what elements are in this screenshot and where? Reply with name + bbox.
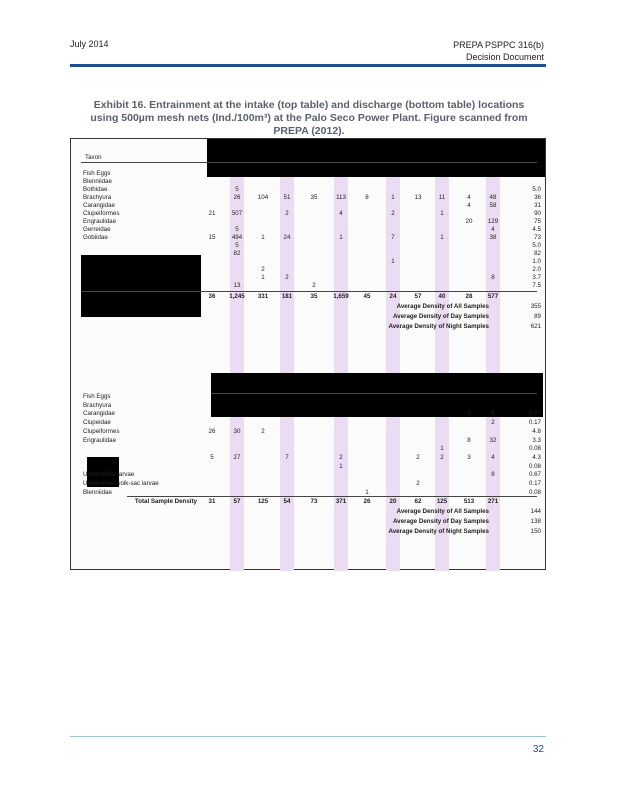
summary-label: Average Density of Day Samples — [392, 313, 489, 320]
column-total: 181 — [281, 293, 293, 300]
column-total: 73 — [310, 498, 318, 505]
row-average: 82 — [534, 250, 541, 257]
table-header-rule — [81, 162, 537, 163]
table-cell: 7 — [391, 234, 395, 241]
table-cell: 35 — [310, 194, 318, 201]
table-cell: 20 — [465, 218, 473, 225]
table-cell: 32 — [489, 437, 497, 444]
column-total: 54 — [283, 498, 291, 505]
column-total: 125 — [257, 498, 269, 505]
column-total: 45 — [363, 293, 371, 300]
row-average: 4.5 — [532, 226, 541, 233]
table-cell: 1 — [391, 258, 395, 265]
table-cell: 6 — [491, 410, 495, 417]
table-cell: 2 — [261, 266, 265, 273]
table-cell: 1 — [261, 234, 265, 241]
header-doc-title — [453, 39, 544, 63]
page-number: 32 — [532, 744, 544, 755]
row-average: 0.08 — [528, 445, 541, 452]
row-taxon: Engraulidae — [83, 218, 117, 225]
table-cell: 5 — [210, 454, 214, 461]
column-total: 62 — [414, 498, 422, 505]
summary-label: Average Density of Night Samples — [388, 323, 489, 330]
column-total: 1,245 — [229, 293, 245, 300]
row-average: 5.0 — [532, 242, 541, 249]
table-cell: 4 — [339, 210, 343, 217]
table-cell: 7 — [285, 454, 289, 461]
row-average: 36 — [534, 194, 541, 201]
table-cell: 2 — [440, 454, 444, 461]
table-header-rule — [211, 393, 537, 394]
column-total: 513 — [463, 498, 475, 505]
table-cell: 24 — [283, 234, 291, 241]
table-cell: 58 — [489, 202, 497, 209]
table-cell: 1 — [440, 445, 444, 452]
summary-value: 355 — [530, 303, 541, 310]
redaction-block — [81, 255, 201, 317]
row-taxon: Blenniidae — [83, 178, 112, 185]
summary-value: 89 — [534, 313, 541, 320]
table-cell: 11 — [438, 194, 446, 201]
table-cell: 4 — [491, 454, 495, 461]
column-total: 24 — [389, 293, 397, 300]
header-rule — [70, 64, 546, 67]
row-taxon: Gobiidae — [83, 234, 108, 241]
totals-label: Total Sample Density — [134, 498, 197, 505]
summary-label: Average Density of Night Samples — [388, 528, 489, 535]
totals-rule — [81, 291, 537, 292]
row-taxon: Carangidae — [83, 202, 115, 209]
table-cell: 38 — [489, 234, 497, 241]
summary-value: 138 — [530, 518, 541, 525]
row-taxon: Clupeiformes — [83, 210, 120, 217]
table-cell: 48 — [489, 194, 497, 201]
row-average: 3.7 — [532, 274, 541, 281]
table-cell: 21 — [208, 210, 216, 217]
row-taxon: Gerreidae — [83, 226, 111, 233]
table-cell: 2 — [261, 428, 265, 435]
table-cell: 2 — [416, 480, 420, 487]
column-total: 31 — [208, 498, 216, 505]
table-cell: 2 — [285, 210, 289, 217]
table-cell: 8 — [467, 437, 471, 444]
table-cell: 507 — [231, 210, 243, 217]
row-average: 73 — [534, 234, 541, 241]
row-average: 0.08 — [528, 489, 541, 496]
header-date: July 2014 — [70, 39, 109, 49]
exhibit-title: Exhibit 16. Entrainment at the intake (top table) and discharge (bottom table) locations using 500µm mesh nets (Ind./100m³) at the Palo Seco Power Plant. Figure scanned from PREPA (2012). — [90, 99, 528, 137]
table-cell: 4 — [467, 202, 471, 209]
table-cell: 2 — [312, 282, 316, 289]
column-total: 271 — [487, 498, 499, 505]
redaction-block — [207, 139, 545, 177]
table-cell: 13 — [414, 194, 422, 201]
table-cell: 2 — [285, 274, 289, 281]
table-cell: 15 — [208, 234, 216, 241]
table-cell: 1 — [365, 489, 369, 496]
table-cell: 82 — [233, 250, 241, 257]
column-shading — [435, 139, 449, 571]
summary-label: Average Density of Day Samples — [392, 518, 489, 525]
column-shading — [334, 139, 348, 571]
table-cell: 8 — [365, 194, 369, 201]
row-average: 0.08 — [528, 463, 541, 470]
column-total: 125 — [436, 498, 448, 505]
table-cell: 113 — [336, 194, 346, 201]
column-total: 371 — [335, 498, 347, 505]
table-cell: 8 — [491, 274, 495, 281]
summary-label: Average Density of All Samples — [396, 508, 489, 515]
footer-rule — [70, 736, 546, 737]
table-cell: 4 — [491, 226, 495, 233]
column-total: 1,659 — [333, 293, 349, 300]
table-cell: 2 — [467, 410, 471, 417]
row-average: 75 — [534, 218, 541, 225]
row-average: 0.67 — [528, 410, 541, 417]
table-cell: 4 — [467, 194, 471, 201]
column-total: 26 — [363, 498, 371, 505]
column-shading — [386, 139, 400, 571]
table-cell: 51 — [283, 194, 291, 201]
table-cell: 1 — [440, 234, 444, 241]
column-total: 28 — [465, 293, 473, 300]
column-total: 20 — [389, 498, 397, 505]
row-average: 7.5 — [532, 282, 541, 289]
table-cell: 27 — [233, 454, 241, 461]
summary-value: 144 — [530, 508, 541, 515]
row-average: 5.0 — [532, 186, 541, 193]
table-cell: 3 — [467, 454, 471, 461]
row-average: 90 — [534, 210, 541, 217]
taxon-header: Taxon — [85, 154, 102, 161]
column-total: 577 — [487, 293, 499, 300]
row-average: 0.67 — [528, 471, 541, 478]
table-cell: 5 — [235, 242, 239, 249]
table-cell: 26 — [208, 428, 216, 435]
scanned-figure — [70, 138, 546, 570]
table-cell: 8 — [491, 471, 495, 478]
row-taxon: Bothidae — [83, 186, 108, 193]
table-cell: 2 — [339, 454, 343, 461]
row-average: 4.8 — [532, 428, 541, 435]
table-cell: 1 — [391, 194, 395, 201]
column-total: 36 — [208, 293, 216, 300]
row-average: 3.3 — [532, 437, 541, 444]
row-average: 1.0 — [532, 258, 541, 265]
row-taxon: Brachyura — [83, 402, 112, 409]
row-taxon: Engraulidae — [83, 437, 117, 444]
row-taxon: Unidentified yolk-sac larvae — [83, 480, 159, 487]
row-average: 0.17 — [528, 419, 541, 426]
table-cell: 104 — [257, 194, 269, 201]
row-taxon: Clupeidae — [83, 419, 111, 426]
header-doc-title-line2: Decision Document — [465, 52, 544, 62]
column-total: 35 — [310, 293, 318, 300]
column-total: 57 — [414, 293, 422, 300]
column-shading — [280, 139, 294, 571]
table-cell: 1 — [339, 234, 343, 241]
table-cell: 5 — [235, 186, 239, 193]
row-taxon: Clupeiformes — [83, 428, 120, 435]
table-cell: 1 — [261, 274, 265, 281]
table-cell: 2 — [391, 210, 395, 217]
table-cell: 1 — [440, 210, 444, 217]
column-shading — [230, 139, 244, 571]
totals-rule — [127, 496, 537, 497]
table-cell: 129 — [487, 218, 499, 225]
row-taxon: Carangidae — [83, 410, 115, 417]
row-taxon: Blenniidae — [83, 489, 112, 496]
column-total: 57 — [233, 498, 241, 505]
summary-label: Average Density of All Samples — [396, 303, 489, 310]
row-average: 2.0 — [532, 266, 541, 273]
summary-value: 150 — [530, 528, 541, 535]
row-taxon: Fish Eggs — [83, 170, 111, 177]
table-cell: 5 — [235, 226, 239, 233]
row-average: 0.17 — [528, 480, 541, 487]
column-total: 331 — [257, 293, 269, 300]
table-cell: 2 — [416, 454, 420, 461]
row-taxon: Fish Eggs — [83, 393, 111, 400]
row-taxon: Unidentified larvae — [83, 471, 135, 478]
table-cell: 1 — [339, 463, 343, 470]
table-cell: 30 — [233, 428, 241, 435]
row-taxon: Brachyura — [83, 194, 112, 201]
table-cell: 2 — [491, 419, 495, 426]
table-cell: 13 — [233, 282, 241, 289]
row-average: 31 — [534, 202, 541, 209]
row-average: 4.3 — [532, 454, 541, 461]
table-cell: 494 — [231, 234, 243, 241]
table-cell: 26 — [233, 194, 241, 201]
summary-value: 621 — [530, 323, 541, 330]
column-total: 40 — [438, 293, 446, 300]
header-doc-title-line1: PREPA PSPPC 316(b) — [453, 40, 544, 50]
